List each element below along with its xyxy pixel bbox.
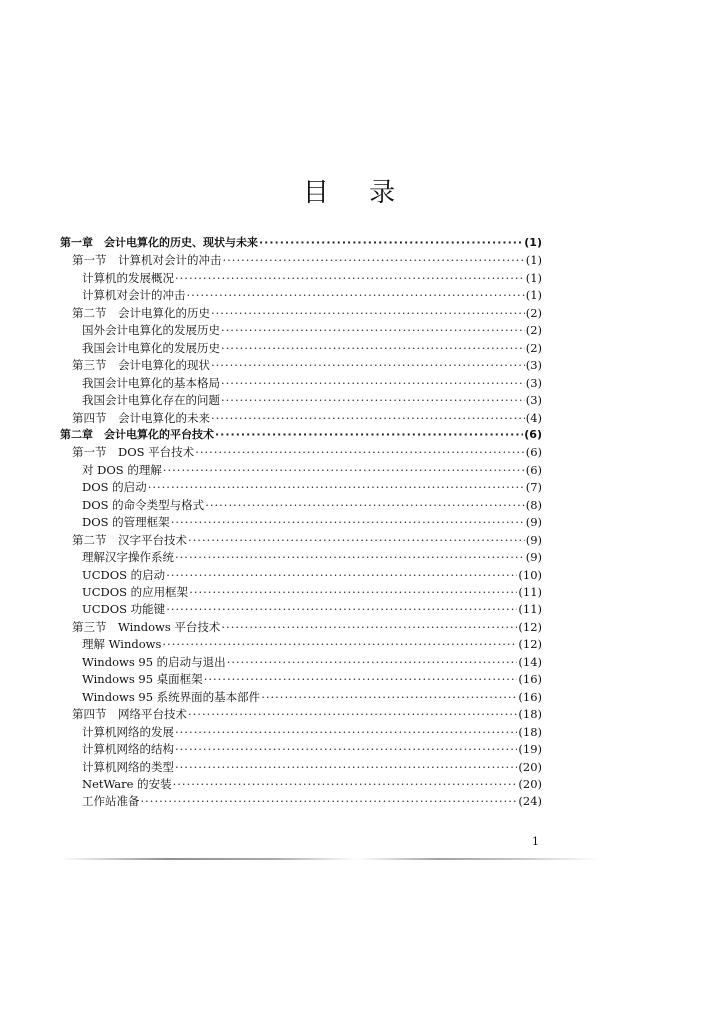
toc-entry bbox=[82, 269, 542, 287]
toc-entry bbox=[82, 583, 542, 601]
toc-label: Windows 95 系统界面的基本部件 bbox=[82, 689, 261, 704]
toc-dot-leader bbox=[166, 600, 517, 618]
toc-dot-leader bbox=[173, 775, 518, 793]
toc-dot-leader bbox=[175, 548, 525, 566]
toc-label: 第二节 汉字平台技术 bbox=[72, 532, 187, 547]
toc-entry bbox=[82, 688, 542, 706]
toc-dot-leader bbox=[215, 426, 523, 444]
toc-dot-leader bbox=[189, 583, 517, 601]
toc-dot-leader bbox=[163, 461, 525, 479]
toc-entry bbox=[82, 513, 542, 531]
toc-label: 第四节 网络平台技术 bbox=[72, 707, 187, 722]
toc-page-number: (10) bbox=[518, 567, 542, 582]
toc-section bbox=[72, 409, 542, 427]
toc-section bbox=[72, 705, 542, 723]
toc-label: 理解汉字操作系统 bbox=[82, 550, 174, 565]
toc-dot-leader bbox=[175, 723, 517, 741]
toc-page-number: (18) bbox=[518, 724, 542, 739]
toc-page-number: (9) bbox=[525, 515, 542, 530]
toc-dot-leader bbox=[187, 286, 525, 304]
toc-page-number: (9) bbox=[525, 532, 542, 547]
toc-label: 第一节 DOS 平台技术 bbox=[72, 445, 195, 460]
toc-dot-leader bbox=[188, 705, 517, 723]
toc-label: DOS 的启动 bbox=[82, 480, 147, 495]
toc-dot-leader bbox=[259, 234, 523, 252]
toc-dot-leader bbox=[175, 740, 517, 758]
toc-dot-leader bbox=[171, 513, 525, 531]
toc-page-number: (1) bbox=[525, 270, 542, 285]
toc-label: DOS 的管理框架 bbox=[82, 515, 170, 530]
toc-entry bbox=[82, 461, 542, 479]
toc-entry bbox=[82, 339, 542, 357]
toc-page-number: (3) bbox=[525, 375, 542, 390]
toc-label: 计算机网络的发展 bbox=[82, 724, 174, 739]
toc-dot-leader bbox=[148, 478, 525, 496]
toc-label: 第一节 计算机对会计的冲击 bbox=[72, 253, 222, 268]
toc-label: 我国会计电算化存在的问题 bbox=[82, 393, 220, 408]
toc-label: 第四节 会计电算化的未来 bbox=[72, 410, 210, 425]
toc-label: 国外会计电算化的发展历史 bbox=[82, 323, 220, 338]
toc-page-number: (19) bbox=[518, 742, 542, 757]
toc-page-number: (1) bbox=[525, 288, 542, 303]
toc-dot-leader bbox=[211, 409, 525, 427]
toc-page-number: (12) bbox=[518, 619, 542, 634]
bottom-scan-line bbox=[60, 858, 600, 860]
toc-dot-leader bbox=[221, 321, 525, 339]
toc-dot-leader bbox=[141, 792, 518, 810]
toc-chapter bbox=[60, 234, 542, 252]
toc-entry bbox=[82, 566, 542, 584]
toc-page-number: (9) bbox=[525, 550, 542, 565]
toc-page-number: (18) bbox=[518, 707, 542, 722]
toc-dot-leader bbox=[205, 496, 525, 514]
toc-dot-leader bbox=[204, 670, 518, 688]
toc-page-number: (11) bbox=[518, 602, 542, 617]
toc-chapter bbox=[60, 426, 542, 444]
toc-page-number: (20) bbox=[518, 776, 542, 791]
toc-label: 第二章 会计电算化的平台技术 bbox=[60, 427, 214, 441]
toc-page-number: (2) bbox=[525, 340, 542, 355]
toc-page-number: (16) bbox=[518, 672, 542, 687]
toc-label: 计算机网络的结构 bbox=[82, 742, 174, 757]
toc-page-number: (1) bbox=[525, 253, 542, 268]
toc-section bbox=[72, 356, 542, 374]
toc-label: 我国会计电算化的基本格局 bbox=[82, 375, 220, 390]
toc-label: 我国会计电算化的发展历史 bbox=[82, 340, 220, 355]
toc-entry bbox=[82, 374, 542, 392]
toc-dot-leader bbox=[162, 635, 517, 653]
toc-label: 计算机的发展概况 bbox=[82, 270, 174, 285]
toc-label: UCDOS 功能键 bbox=[82, 602, 166, 617]
toc-page-number: (6) bbox=[524, 427, 542, 441]
toc-dot-leader bbox=[221, 374, 525, 392]
toc-entry bbox=[82, 600, 542, 618]
toc-entry bbox=[82, 321, 542, 339]
toc-dot-leader bbox=[166, 566, 517, 584]
toc-label: Windows 95 桌面框架 bbox=[82, 672, 203, 687]
toc-page-number: (6) bbox=[525, 462, 542, 477]
toc-entry bbox=[82, 740, 542, 758]
toc-page-number: (7) bbox=[525, 480, 542, 495]
toc-section bbox=[72, 304, 542, 322]
toc-dot-leader bbox=[175, 758, 517, 776]
toc-label: 对 DOS 的理解 bbox=[82, 462, 162, 477]
toc-label: DOS 的命令类型与格式 bbox=[82, 497, 205, 512]
toc-page-number: (1) bbox=[524, 236, 542, 249]
toc-section bbox=[72, 443, 542, 461]
toc-dot-leader bbox=[195, 443, 525, 461]
toc-dot-leader bbox=[261, 688, 517, 706]
toc-section bbox=[72, 251, 542, 269]
toc-label: 计算机对会计的冲击 bbox=[82, 288, 186, 303]
toc-label: UCDOS 的启动 bbox=[82, 567, 166, 582]
toc-page-number: (11) bbox=[518, 585, 542, 599]
toc-label: 工作站准备 bbox=[82, 794, 140, 809]
toc-page-number: (16) bbox=[518, 689, 542, 704]
toc-entry bbox=[82, 496, 542, 514]
toc-page-number: (8) bbox=[525, 497, 542, 512]
toc-dot-leader bbox=[221, 391, 525, 409]
toc-dot-leader bbox=[223, 251, 525, 269]
toc-page-number: (6) bbox=[525, 445, 542, 460]
toc-label: UCDOS 的应用框架 bbox=[82, 585, 189, 599]
toc-entry bbox=[82, 758, 542, 776]
toc-page-number: (3) bbox=[525, 393, 542, 408]
toc-page-number: (2) bbox=[525, 323, 542, 338]
toc-label: 第三节 Windows 平台技术 bbox=[72, 619, 221, 634]
toc-dot-leader bbox=[221, 339, 525, 357]
toc-dot-leader bbox=[188, 531, 525, 549]
toc-page-number: (3) bbox=[525, 358, 542, 373]
toc-label: NetWare 的安装 bbox=[82, 776, 172, 791]
page-title: 目 录 bbox=[302, 178, 412, 208]
toc-dot-leader bbox=[227, 653, 518, 671]
toc-dot-leader bbox=[221, 618, 517, 636]
toc-page-number: (14) bbox=[518, 654, 542, 669]
toc-label: 计算机网络的类型 bbox=[82, 759, 174, 774]
toc-entry bbox=[82, 775, 542, 793]
toc-dot-leader bbox=[175, 269, 525, 287]
toc-entry bbox=[82, 723, 542, 741]
toc-dot-leader bbox=[211, 304, 525, 322]
toc-entry bbox=[82, 286, 542, 304]
toc-entry bbox=[82, 670, 542, 688]
toc-entry bbox=[82, 792, 542, 810]
toc-label: 理解 Windows bbox=[82, 637, 162, 652]
toc-dot-leader bbox=[211, 356, 525, 374]
toc-label: Windows 95 的启动与退出 bbox=[82, 654, 226, 669]
toc-entry bbox=[82, 478, 542, 496]
toc-entry bbox=[82, 548, 542, 566]
toc-page-number: (24) bbox=[518, 794, 542, 809]
toc-page-number: (4) bbox=[525, 410, 542, 425]
toc-page-number: (2) bbox=[525, 305, 542, 320]
toc-label: 第一章 会计电算化的历史、现状与未来 bbox=[60, 236, 258, 249]
toc-entry bbox=[82, 391, 542, 409]
page-number: 1 bbox=[532, 835, 539, 848]
toc-page-number: (20) bbox=[518, 759, 542, 774]
toc-entry bbox=[82, 653, 542, 671]
toc-section bbox=[72, 531, 542, 549]
toc-entry bbox=[82, 635, 542, 653]
toc-label: 第二节 会计电算化的历史 bbox=[72, 305, 210, 320]
toc-page-number: (12) bbox=[518, 637, 542, 652]
toc-section bbox=[72, 618, 542, 636]
toc-label: 第三节 会计电算化的现状 bbox=[72, 358, 210, 373]
